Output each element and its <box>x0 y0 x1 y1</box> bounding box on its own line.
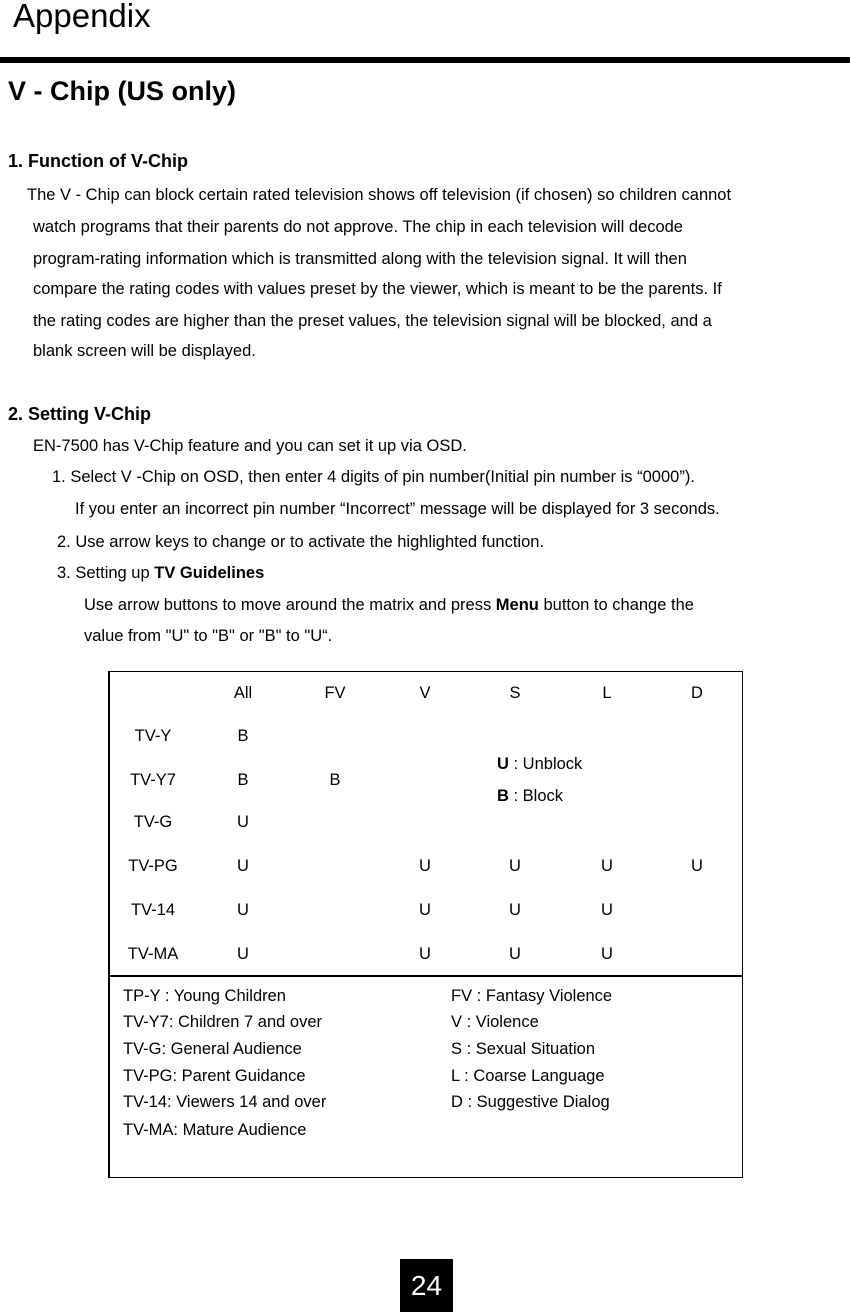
row-label-tv-y: TV-Y <box>134 727 172 745</box>
legend-rating: TV-G: General Audience <box>123 1040 302 1058</box>
key-code: B <box>497 787 509 805</box>
setting-step-1-note: If you enter an incorrect pin number “Incorrect” message will be displayed for 3 seconds. <box>75 500 720 518</box>
function-heading: 1. Function of V-Chip <box>8 151 188 171</box>
setting-step-2: 2. Use arrow keys to change or to activate the highlighted function. <box>57 533 545 551</box>
matrix-cell[interactable]: U <box>419 901 431 919</box>
matrix-cell[interactable]: U <box>419 857 431 875</box>
legend-rating: TV-14: Viewers 14 and over <box>123 1093 327 1111</box>
key-text: : Block <box>508 787 564 805</box>
column-header-v: V <box>419 684 431 702</box>
setting-step-3 <box>57 562 264 584</box>
matrix-divider <box>109 975 743 977</box>
function-line: The V - Chip can block certain rated television shows off television (if chosen) so children cannot <box>27 186 732 204</box>
matrix-cell[interactable]: B <box>329 771 341 789</box>
legend-content: FV : Fantasy Violence <box>451 987 613 1005</box>
matrix-cell[interactable]: B <box>237 727 249 745</box>
key-unblock <box>497 754 582 774</box>
step-3-prefix: 3. Setting up <box>57 564 155 582</box>
matrix-cell[interactable]: U <box>237 901 249 919</box>
column-header-d: D <box>691 684 703 702</box>
matrix-cell[interactable]: U <box>237 813 249 831</box>
matrix-cell[interactable]: B <box>237 771 249 789</box>
legend-content: D : Suggestive Dialog <box>451 1093 610 1111</box>
legend-rating: TP-Y : Young Children <box>123 987 286 1005</box>
function-line: program-rating information which is transmitted along with the television signal. It will then <box>33 250 687 268</box>
key-code: U <box>497 755 509 773</box>
matrix-cell[interactable]: U <box>601 945 613 963</box>
setting-step-3-line-1 <box>84 594 694 616</box>
legend-rating: TV-Y7: Children 7 and over <box>123 1013 323 1031</box>
legend-rating: TV-PG: Parent Guidance <box>123 1067 306 1085</box>
header-rule <box>0 57 850 63</box>
matrix-cell[interactable]: U <box>601 901 613 919</box>
row-label-tv-g: TV-G <box>133 813 173 831</box>
matrix-cell[interactable]: U <box>237 945 249 963</box>
legend-rating: TV-MA: Mature Audience <box>123 1121 307 1139</box>
matrix-cell[interactable]: U <box>509 945 521 963</box>
matrix-cell[interactable]: U <box>237 857 249 875</box>
step-3-text: button to change the <box>538 596 694 614</box>
legend-content: V : Violence <box>451 1013 539 1031</box>
function-line: watch programs that their parents do not approve. The chip in each television will decode <box>33 218 683 236</box>
row-label-tv-ma: TV-MA <box>127 945 179 963</box>
matrix-cell[interactable]: U <box>509 857 521 875</box>
key-block <box>497 786 563 806</box>
matrix-cell[interactable]: U <box>691 857 703 875</box>
menu-button-label: Menu <box>495 596 539 614</box>
function-line: the rating codes are higher than the preset values, the television signal will be blocked, and a <box>33 312 712 330</box>
matrix-cell[interactable]: U <box>419 945 431 963</box>
tv-guidelines-label: TV Guidelines <box>154 564 265 582</box>
legend-content: S : Sexual Situation <box>451 1040 596 1058</box>
legend-content: L : Coarse Language <box>451 1067 605 1085</box>
setting-intro: EN-7500 has V-Chip feature and you can set it up via OSD. <box>33 437 467 455</box>
step-3-text: Use arrow buttons to move around the matrix and press <box>84 596 496 614</box>
row-label-tv-14: TV-14 <box>130 901 176 919</box>
key-text: : Unblock <box>508 755 583 773</box>
matrix-cell[interactable]: U <box>509 901 521 919</box>
page-number: 24 <box>400 1259 453 1312</box>
setting-step-3-line-2: value from "U" to "B" or "B" to "U“. <box>84 627 333 645</box>
column-header-fv: FV <box>324 684 346 702</box>
function-line: compare the rating codes with values preset by the viewer, which is meant to be the parents. If <box>33 280 722 298</box>
setting-step-1: 1. Select V -Chip on OSD, then enter 4 digits of pin number(Initial pin number is “0000”). <box>52 468 695 486</box>
column-header-l: L <box>602 684 612 702</box>
setting-heading: 2. Setting V-Chip <box>8 404 152 424</box>
function-line: blank screen will be displayed. <box>33 342 256 360</box>
row-label-tv-pg: TV-PG <box>128 857 178 875</box>
section-header: Appendix <box>13 0 151 34</box>
column-header-all: All <box>233 684 253 702</box>
row-label-tv-y7: TV-Y7 <box>130 771 176 789</box>
page-title: V - Chip (US only) <box>8 76 236 106</box>
matrix-cell[interactable]: U <box>601 857 613 875</box>
column-header-s: S <box>509 684 521 702</box>
